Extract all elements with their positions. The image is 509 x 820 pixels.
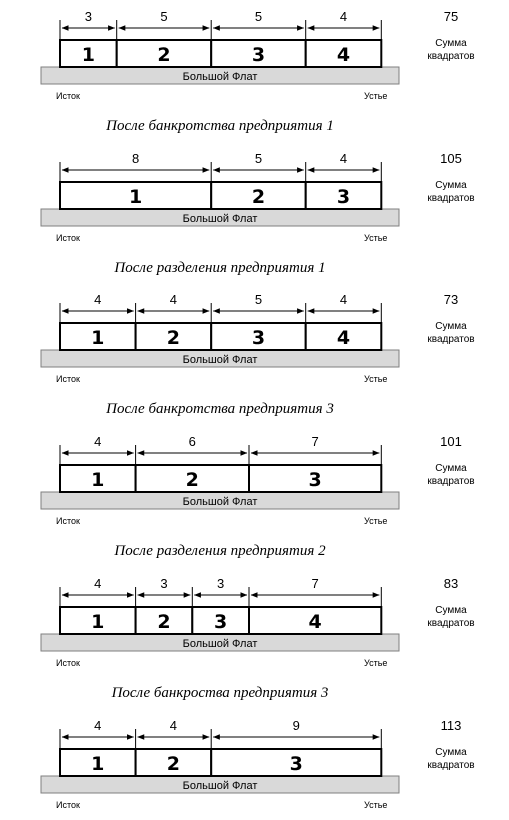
source-label: Исток xyxy=(56,658,80,668)
source-label: Исток xyxy=(56,91,80,101)
source-label: Исток xyxy=(56,374,80,384)
enterprise-number: 3 xyxy=(214,611,228,633)
sum-of-squares-value: 105 xyxy=(440,151,462,166)
mouth-label: Устье xyxy=(364,233,388,243)
sum-of-squares-label: Сумма xyxy=(435,747,467,758)
enterprise-number: 3 xyxy=(251,327,266,349)
step-caption: После банкроства предприятия 3 xyxy=(111,685,329,701)
segment-width-label: 6 xyxy=(188,434,196,449)
segment-width-label: 7 xyxy=(311,434,319,449)
segment-width-label: 5 xyxy=(254,9,263,24)
sum-of-squares-label: Сумма xyxy=(435,605,467,616)
river-label: Большой Флат xyxy=(182,496,258,508)
segment-width-label: 4 xyxy=(169,718,178,733)
sum-of-squares-label: Сумма xyxy=(435,321,467,332)
segment-width-label: 4 xyxy=(339,9,348,24)
segment-width-label: 4 xyxy=(339,292,348,307)
segment-width-label: 4 xyxy=(169,292,178,307)
sum-of-squares-value: 113 xyxy=(440,718,462,733)
step-caption: После банкротства предприятия 1 xyxy=(106,118,334,134)
mouth-label: Устье xyxy=(364,374,388,384)
segment-width-label: 4 xyxy=(339,151,348,166)
segment-width-label: 3 xyxy=(160,576,168,591)
river-label: Большой Флат xyxy=(182,780,258,792)
sum-of-squares-label: квадратов xyxy=(427,760,475,771)
enterprise-number: 2 xyxy=(185,469,199,491)
enterprise-number: 1 xyxy=(128,186,143,208)
segment-width-label: 3 xyxy=(217,576,225,591)
sum-of-squares-label: квадратов xyxy=(427,618,475,629)
source-label: Исток xyxy=(56,516,80,526)
river-label: Большой Флат xyxy=(182,213,258,225)
enterprise-number: 3 xyxy=(289,753,303,775)
segment-width-label: 4 xyxy=(94,718,102,733)
mouth-label: Устье xyxy=(364,658,388,668)
sum-of-squares-value: 75 xyxy=(443,9,459,24)
segment-width-label: 4 xyxy=(94,576,102,591)
step-caption: После разделения предприятия 1 xyxy=(114,260,326,276)
sum-of-squares-value: 83 xyxy=(443,576,459,591)
enterprise-number: 3 xyxy=(308,469,322,491)
step-caption: После банкротства предприятия 3 xyxy=(106,401,334,417)
enterprise-number: 1 xyxy=(91,753,105,775)
enterprise-number: 4 xyxy=(308,611,322,633)
river-label: Большой Флат xyxy=(182,71,258,83)
enterprise-number: 2 xyxy=(251,186,266,208)
segment-width-label: 4 xyxy=(94,434,102,449)
segment-width-label: 5 xyxy=(160,9,168,24)
segment-width-label: 5 xyxy=(254,292,263,307)
source-label: Исток xyxy=(56,233,80,243)
enterprise-number: 2 xyxy=(166,327,181,349)
segment-width-label: 9 xyxy=(292,718,300,733)
sum-of-squares-label: квадратов xyxy=(427,476,475,487)
enterprise-number: 4 xyxy=(336,44,351,66)
segment-width-label: 5 xyxy=(254,151,263,166)
enterprise-number: 1 xyxy=(91,469,105,491)
sum-of-squares-label: Сумма xyxy=(435,38,467,49)
segment-width-label: 8 xyxy=(131,151,140,166)
river-label: Большой Флат xyxy=(182,354,258,366)
sum-of-squares-label: Сумма xyxy=(435,180,467,191)
sum-of-squares-label: Сумма xyxy=(435,463,467,474)
sum-of-squares-label: квадратов xyxy=(427,334,475,345)
sum-of-squares-value: 101 xyxy=(440,434,462,449)
enterprise-number: 2 xyxy=(166,753,181,775)
sum-of-squares-value: 73 xyxy=(443,292,459,307)
enterprise-number: 4 xyxy=(336,327,351,349)
segment-width-label: 4 xyxy=(94,292,102,307)
enterprise-number: 2 xyxy=(157,44,171,66)
segment-width-label: 3 xyxy=(84,9,92,24)
sum-of-squares-label: квадратов xyxy=(427,51,475,62)
enterprise-number: 1 xyxy=(91,611,105,633)
river-label: Большой Флат xyxy=(182,638,258,650)
source-label: Исток xyxy=(56,800,80,810)
enterprise-number: 3 xyxy=(251,44,266,66)
mouth-label: Устье xyxy=(364,91,388,101)
segment-width-label: 7 xyxy=(311,576,319,591)
enterprise-number: 2 xyxy=(157,611,171,633)
enterprise-number: 1 xyxy=(91,327,105,349)
sum-of-squares-label: квадратов xyxy=(427,193,475,204)
mouth-label: Устье xyxy=(364,516,388,526)
mouth-label: Устье xyxy=(364,800,388,810)
enterprise-number: 3 xyxy=(336,186,351,208)
step-caption: После разделения предприятия 2 xyxy=(114,543,326,559)
enterprise-number: 1 xyxy=(81,44,95,66)
